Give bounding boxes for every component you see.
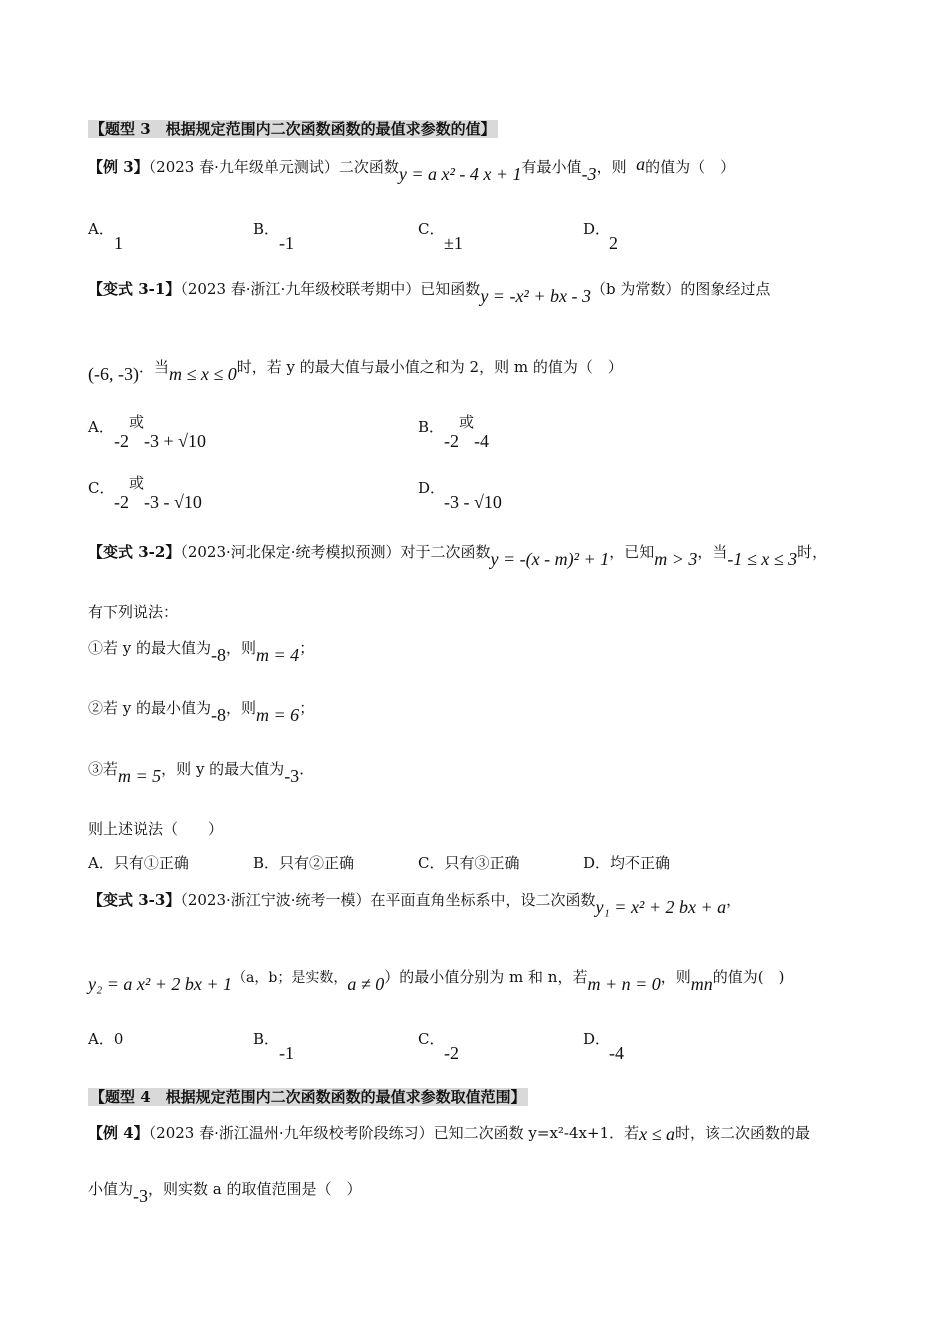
option-value: 1 xyxy=(114,233,123,253)
option-a[interactable] xyxy=(88,1028,123,1049)
option-label: D． xyxy=(418,479,446,497)
example-tag: 【变式 3-3】 xyxy=(88,891,181,909)
question-text: 时，该二次函数的最 xyxy=(675,1124,811,1142)
option-label: D． xyxy=(583,1030,611,1048)
option-value: -4 xyxy=(609,1043,624,1063)
formula: m > 3 xyxy=(654,549,698,569)
statement-2 xyxy=(88,697,315,725)
option-c[interactable]: C．只有③正确 xyxy=(418,854,520,872)
example-tag: 【例 3】 xyxy=(88,158,149,176)
option-value: 0 xyxy=(113,1030,124,1048)
formula: -3 xyxy=(581,164,597,184)
question-text: ，当 xyxy=(697,543,728,561)
question-text: ，已知 xyxy=(609,543,655,561)
or-text: 或 xyxy=(129,413,145,431)
question-prompt: 则上述说法（ ） xyxy=(88,820,224,838)
statement-text: ，则 xyxy=(226,699,257,717)
or-text: 或 xyxy=(459,413,475,431)
formula: -3 xyxy=(133,1186,149,1206)
question-text: ， xyxy=(726,891,742,909)
statement-text: ． xyxy=(299,760,315,778)
formula: y₁ = x² + 2 bx + a xyxy=(595,897,727,917)
option-value: -2 xyxy=(444,1043,459,1063)
option-value: ±1 xyxy=(444,233,463,253)
option-value: -3 - √10 xyxy=(144,492,202,512)
question-text: 的值为( ) xyxy=(712,968,785,986)
example-tag: 【变式 3-1】 xyxy=(88,280,181,298)
question-text: （2023·河北保定·统考模拟预测）对于二次函数 xyxy=(180,543,491,561)
option-label: A． xyxy=(88,1030,114,1048)
formula: a ≠ 0 xyxy=(347,974,385,994)
question-text: （2023·浙江宁波·统考一模）在平面直角坐标系中，设二次函数 xyxy=(180,891,596,909)
question-text: 的值为（ ） xyxy=(645,158,736,176)
question-text: 小值为 xyxy=(88,1180,134,1198)
option-label: A． xyxy=(88,220,114,238)
question-text: ，则 xyxy=(596,158,627,176)
option-value: -2 xyxy=(114,431,129,451)
option-value: -1 xyxy=(279,233,294,253)
example-4-question-cont xyxy=(88,1178,362,1206)
option-label: C． xyxy=(418,220,445,238)
option-value: -2 xyxy=(114,492,129,512)
option-label: C． xyxy=(88,479,115,497)
question-text: （2023 春·九年级单元测试）二次函数 xyxy=(148,158,399,176)
option-d[interactable] xyxy=(418,477,502,519)
statement-text: ③若 xyxy=(88,760,119,778)
formula: x ≤ a xyxy=(639,1124,675,1144)
variant-3-3-question xyxy=(88,889,742,917)
or-text: 或 xyxy=(129,474,145,492)
heading-text: 【题型 3 根据规定范围内二次函数函数的最值求参数的值】 xyxy=(90,120,496,138)
statement-text: ①若 y 的最大值为 xyxy=(88,639,212,657)
formula: (-6, -3) xyxy=(88,364,139,384)
statement-text: ； xyxy=(299,639,315,657)
section-heading-3 xyxy=(88,118,498,139)
question-text: 时， xyxy=(797,543,828,561)
option-b[interactable] xyxy=(253,1028,294,1070)
option-value: -4 xyxy=(474,431,490,451)
example-tag: 【变式 3-2】 xyxy=(88,543,181,561)
option-a[interactable]: A．只有①正确 xyxy=(88,854,189,872)
statement-intro: 有下列说法： xyxy=(88,603,179,621)
statement-1 xyxy=(88,637,315,665)
variant-3-3-question-cont xyxy=(88,966,785,994)
option-c[interactable] xyxy=(88,474,202,519)
question-text: （a，b；是实数， xyxy=(232,970,348,986)
option-value: -2 xyxy=(444,431,459,451)
option-d[interactable]: D．均不正确 xyxy=(583,854,671,872)
question-text: ，则实数 a 的取值范围是（ ） xyxy=(148,1180,362,1198)
question-text: ）的最小值分别为 m 和 n，若 xyxy=(384,968,588,986)
formula: y = a x² - 4 x + 1 xyxy=(398,164,522,184)
option-b[interactable]: B．只有②正确 xyxy=(253,854,355,872)
option-d[interactable] xyxy=(583,1028,624,1070)
option-label: B． xyxy=(418,418,445,436)
variant-3-1-question-cont xyxy=(88,356,623,384)
option-a[interactable] xyxy=(88,413,207,458)
question-text: （2023 春·浙江·九年级校联考期中）已知函数 xyxy=(180,280,481,298)
example-4-question xyxy=(88,1122,810,1143)
option-b[interactable] xyxy=(253,218,294,260)
section-heading-4 xyxy=(88,1086,528,1107)
statement-3 xyxy=(88,758,315,786)
option-b[interactable] xyxy=(418,413,490,458)
formula: mn xyxy=(690,974,713,994)
option-c[interactable] xyxy=(418,218,463,260)
formula: y₂ = a x² + 2 bx + 1 xyxy=(88,974,233,994)
option-value: -3 - √10 xyxy=(444,492,502,512)
option-d[interactable] xyxy=(583,218,618,260)
formula: -8 xyxy=(211,705,227,725)
option-label: B． xyxy=(253,1030,280,1048)
option-value: -3 + √10 xyxy=(144,431,207,451)
formula: m = 4 xyxy=(256,645,300,665)
statement-text: ，则 xyxy=(226,639,257,657)
statement-text: ②若 y 的最小值为 xyxy=(88,699,212,717)
option-a[interactable] xyxy=(88,218,123,260)
formula: m + n = 0 xyxy=(587,974,661,994)
option-label: C． xyxy=(418,1030,445,1048)
statement-text: ； xyxy=(299,699,315,717)
formula: m ≤ x ≤ 0 xyxy=(169,364,237,384)
formula: m = 6 xyxy=(256,705,300,725)
question-text: ．当 xyxy=(138,358,169,376)
formula: a xyxy=(636,154,646,174)
formula: -3 xyxy=(284,766,300,786)
formula: -8 xyxy=(211,645,227,665)
formula: y = -(x - m)² + 1 xyxy=(490,549,610,569)
heading-text: 【题型 4 根据规定范围内二次函数函数的最值求参数取值范围】 xyxy=(90,1088,526,1106)
question-text: 有最小值 xyxy=(521,158,582,176)
variant-3-1-question xyxy=(88,278,771,306)
formula: -1 ≤ x ≤ 3 xyxy=(727,549,798,569)
example-3-question xyxy=(88,154,736,184)
question-text: （b 为常数）的图象经过点 xyxy=(590,280,771,298)
example-tag: 【例 4】 xyxy=(88,1124,149,1142)
question-text: （2023 春·浙江温州·九年级校考阶段练习）已知二次函数 y=x²-4x+1．若 xyxy=(148,1124,640,1142)
statement-text: ，则 y 的最大值为 xyxy=(161,760,285,778)
option-value: -1 xyxy=(279,1043,294,1063)
variant-3-2-question xyxy=(88,541,828,569)
option-value: 2 xyxy=(609,233,618,253)
option-label: A． xyxy=(88,418,114,436)
option-c[interactable] xyxy=(418,1028,459,1070)
formula: m = 5 xyxy=(118,766,162,786)
option-label: B． xyxy=(253,220,280,238)
option-label: D． xyxy=(583,220,611,238)
question-text: 时，若 y 的最大值与最小值之和为 2，则 m 的值为（ ） xyxy=(236,358,623,376)
formula: y = -x² + bx - 3 xyxy=(480,286,591,306)
question-text: ，则 xyxy=(660,968,691,986)
